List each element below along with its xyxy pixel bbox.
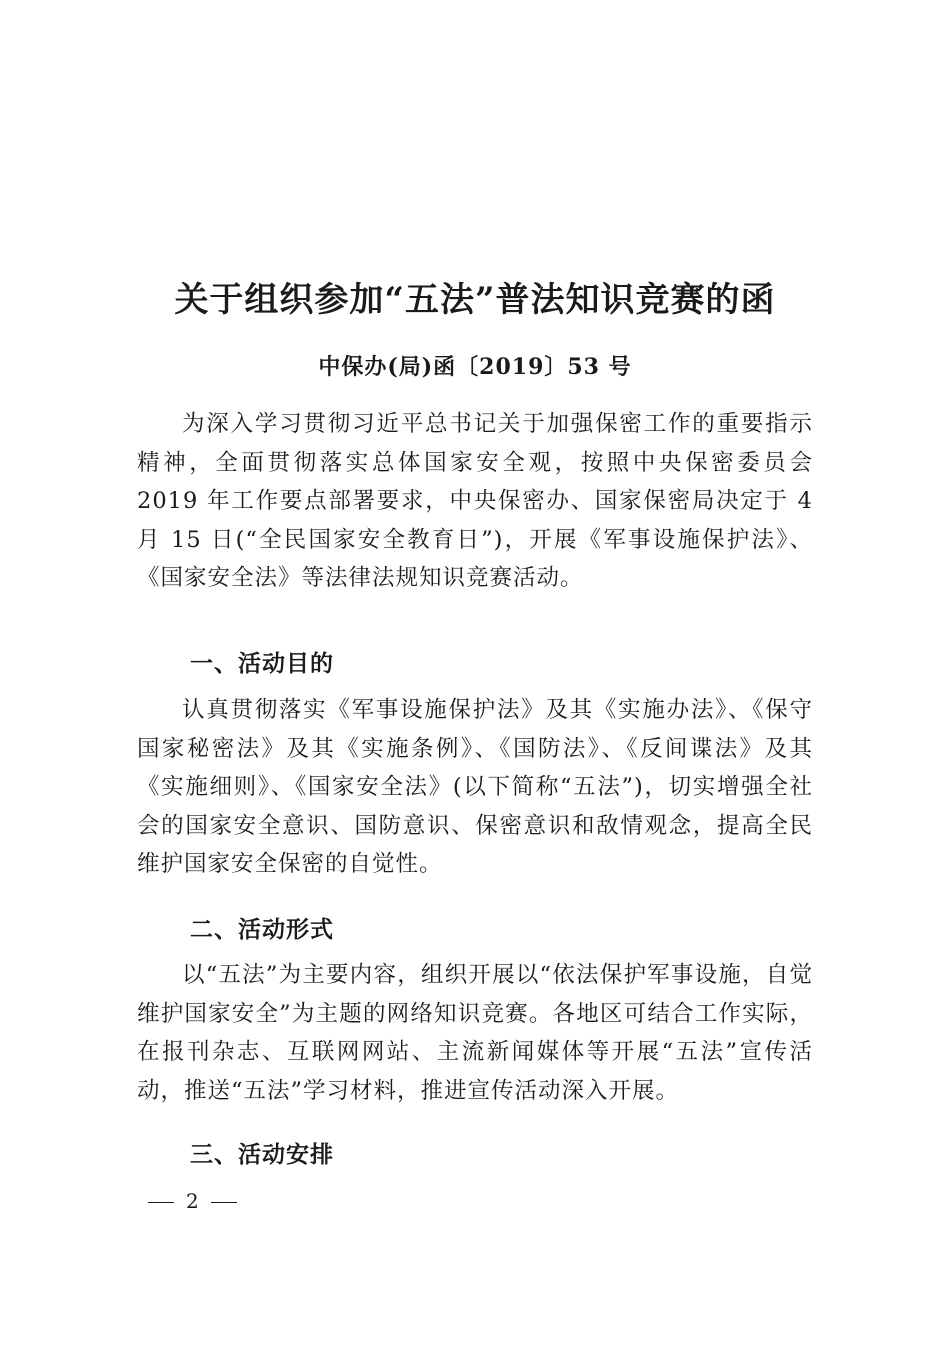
section-heading-form: 二、活动形式: [190, 917, 334, 943]
section-heading-arrangement: 三、活动安排: [190, 1142, 334, 1168]
page-footer: [148, 1186, 237, 1216]
document-number: 中保办(局)函〔2019〕53 号: [318, 354, 632, 380]
section-heading-purpose: 一、活动目的: [190, 651, 334, 677]
intro-paragraph: 为深入学习贯彻习近平总书记关于加强保密工作的重要指示精神，全面贯彻落实总体国家安全观，按照中央保密委员会 2019 年工作要点部署要求，中央保密办、国家保密局决定于 4 月 15 日(“全民国家安全教育日”)，开展《军事设施保护法》、《国家安全法》等法律法规知识竞赛活动。: [137, 411, 813, 591]
footer-dash-left: [148, 1202, 174, 1203]
page-number: 2: [186, 1189, 199, 1213]
section-paragraph-form: 以“五法”为主要内容，组织开展以“依法保护军事设施，自觉维护国家安全”为主题的网络知识竞赛。各地区可结合工作实际，在报刊杂志、互联网网站、主流新闻媒体等开展“五法”宣传活动，推送“五法”学习材料，推进宣传活动深入开展。: [137, 962, 813, 1104]
document-title: 关于组织参加“五法”普法知识竞赛的函: [174, 280, 776, 320]
section-paragraph-purpose: 认真贯彻落实《军事设施保护法》及其《实施办法》、《保守国家秘密法》及其《实施条例》、《国防法》、《反间谍法》及其《实施细则》、《国家安全法》(以下简称“五法”)，切实增强全社会的国家安全意识、国防意识、保密意识和敌情观念，提高全民维护国家安全保密的自觉性。: [137, 697, 813, 877]
footer-dash-right: [211, 1202, 237, 1203]
